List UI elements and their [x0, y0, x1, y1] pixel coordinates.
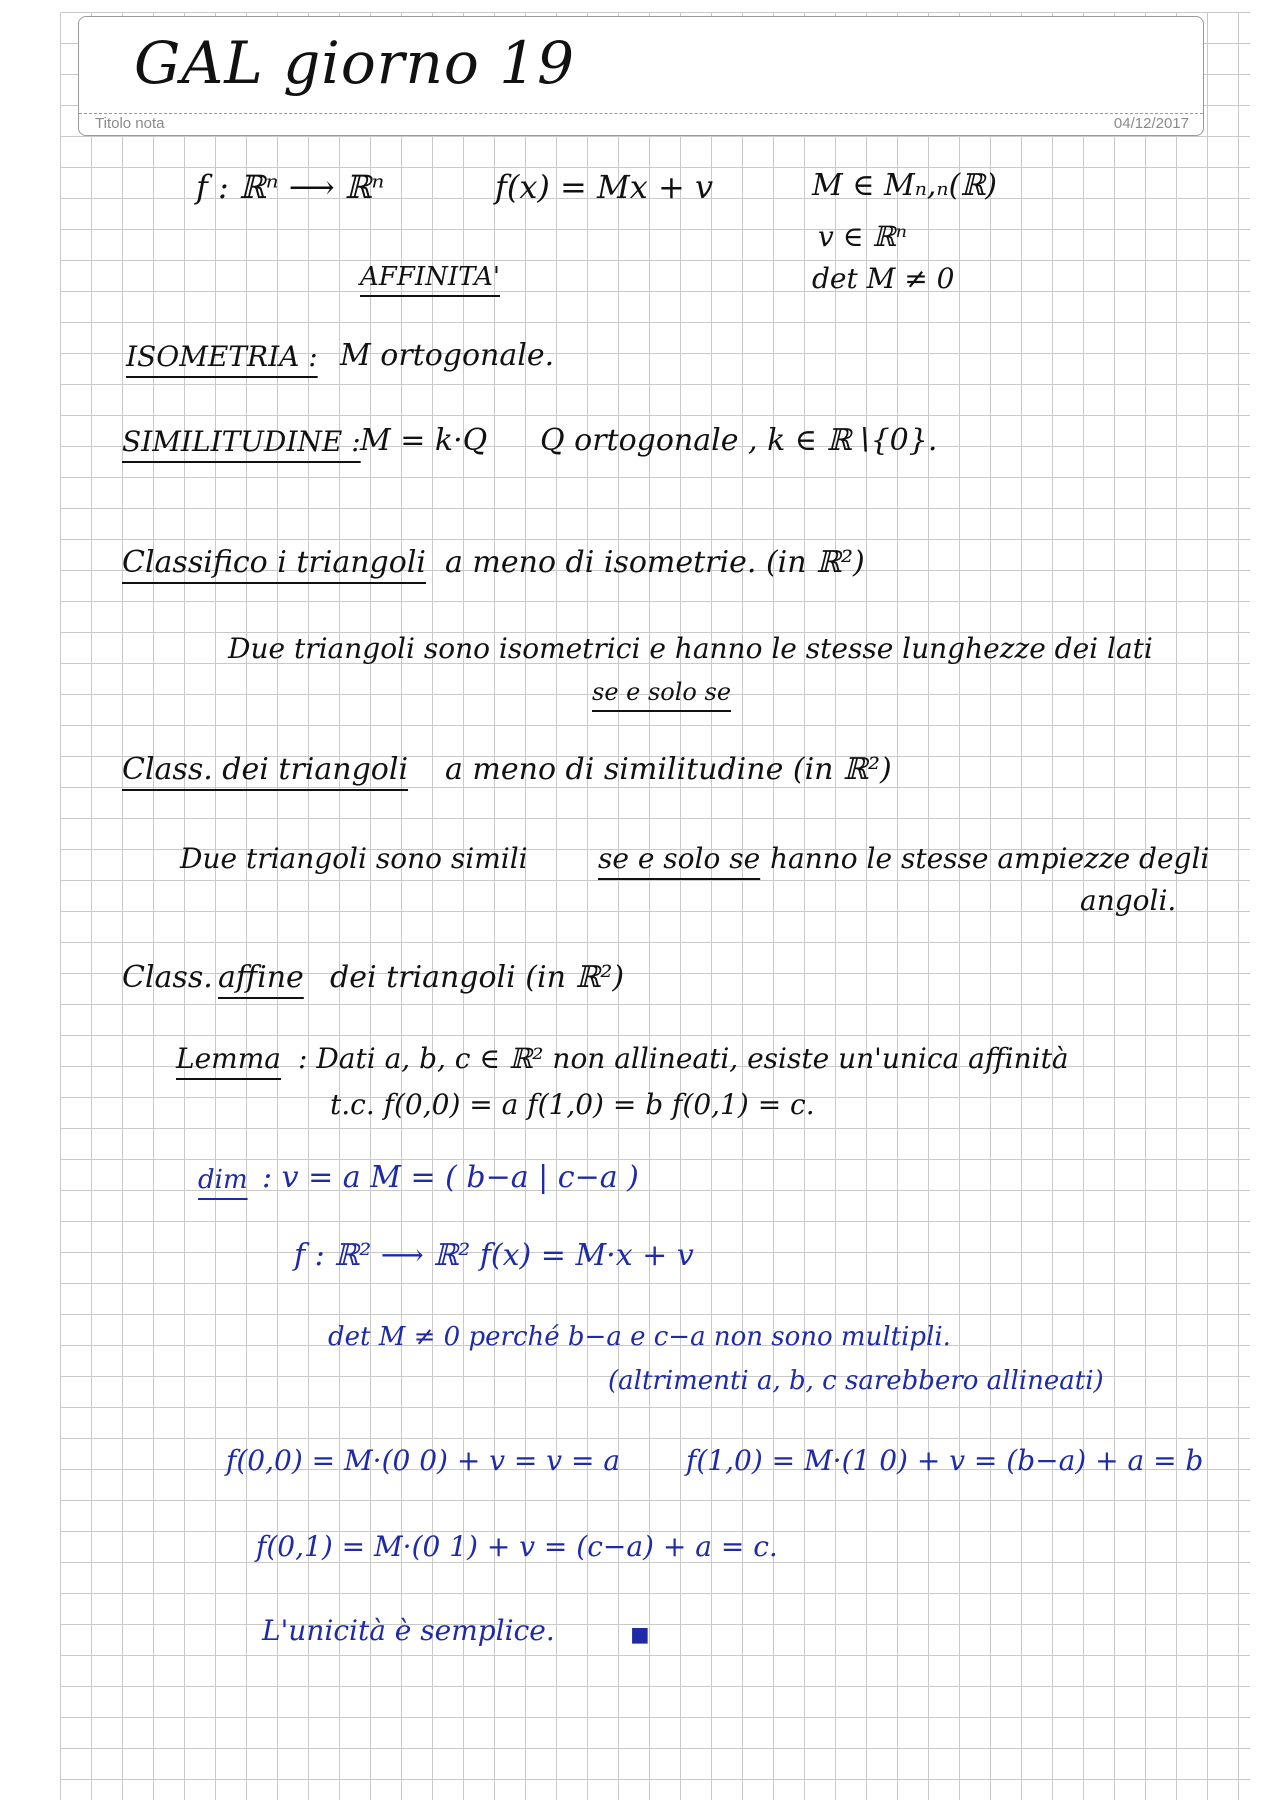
- lemma-conditions: t.c. f(0,0) = a f(1,0) = b f(0,1) = c.: [330, 1088, 815, 1121]
- similitudine-text: Q ortogonale , k ∈ ℝ∖{0}.: [540, 423, 938, 458]
- classif-similitudine-body-b: hanno le stesse ampiezze degli: [770, 842, 1210, 875]
- dim-line-4: (altrimenti a, b, c sarebbero allineati): [608, 1366, 1104, 1396]
- classif-affine-c: dei triangoli (in ℝ²): [330, 960, 625, 995]
- dim-line-5a: f(0,0) = M·(0 0) + v = v = a: [226, 1444, 621, 1477]
- lemma-statement: : Dati a, b, c ∈ ℝ² non allineati, esiste un'unica affinità: [298, 1042, 1069, 1075]
- classif-affine-b: affine: [218, 960, 304, 995]
- note-date: 04/12/2017: [1113, 115, 1189, 132]
- classif-similitudine-rest: a meno di similitudine (in ℝ²): [445, 752, 892, 787]
- note-title: GAL giorno 19: [134, 29, 576, 97]
- classif-isometrie-rest: a meno di isometrie. (in ℝ²): [445, 545, 865, 580]
- lemma-label: Lemma: [176, 1042, 281, 1075]
- page-margin-right: [1250, 0, 1280, 1811]
- dim-line-1: : v = a M = ( b−a | c−a ): [262, 1160, 639, 1195]
- isometria-label: ISOMETRIA :: [126, 340, 318, 373]
- classif-similitudine-body-a: Due triangoli sono simili: [180, 842, 528, 875]
- classif-isometrie-title: Classifico i triangoli: [122, 545, 427, 580]
- dim-line-6: f(0,1) = M·(0 1) + v = (c−a) + a = c.: [256, 1530, 778, 1563]
- classif-similitudine-title: Class. dei triangoli: [122, 752, 409, 787]
- note-header: [78, 16, 1204, 136]
- def-cond-vector: v ∈ ℝⁿ: [818, 220, 907, 253]
- def-formula: f(x) = Mx + v: [495, 168, 714, 206]
- dim-label: dim: [198, 1165, 248, 1195]
- header-divider: [79, 113, 1203, 114]
- isometria-text: M ortogonale.: [340, 338, 555, 373]
- similitudine-label: SIMILITUDINE :: [122, 425, 361, 458]
- classif-affine-a: Class.: [122, 960, 213, 995]
- similitudine-formula: M = k·Q: [360, 423, 488, 458]
- dim-line-2: f : ℝ² ⟶ ℝ² f(x) = M·x + v: [294, 1238, 694, 1273]
- note-label: Titolo nota: [95, 115, 165, 132]
- def-cond-matrix: M ∈ Mₙ,ₙ(ℝ): [812, 168, 997, 203]
- dim-line-3: det M ≠ 0 perché b−a e c−a non sono multipli.: [328, 1322, 951, 1352]
- page-margin-top: [0, 0, 1280, 12]
- def-cond-det: det M ≠ 0: [812, 262, 955, 295]
- classif-similitudine-body-c: angoli.: [1080, 884, 1177, 917]
- page-margin-left: [0, 0, 60, 1811]
- classif-similitudine-iff: se e solo se: [598, 842, 761, 875]
- dim-line-7: L'unicità è semplice.: [262, 1614, 555, 1647]
- affinita-label: AFFINITA': [360, 262, 500, 292]
- def-map: f : ℝⁿ ⟶ ℝⁿ: [196, 168, 385, 206]
- page-margin-bottom: [0, 1800, 1280, 1811]
- qed-icon: ◼: [630, 1620, 650, 1648]
- classif-isometrie-iff: se e solo se: [592, 678, 732, 706]
- classif-isometrie-body: Due triangoli sono isometrici e hanno le stesse lunghezze dei lati: [228, 632, 1153, 665]
- dim-line-5b: f(1,0) = M·(1 0) + v = (b−a) + a = b: [686, 1444, 1204, 1477]
